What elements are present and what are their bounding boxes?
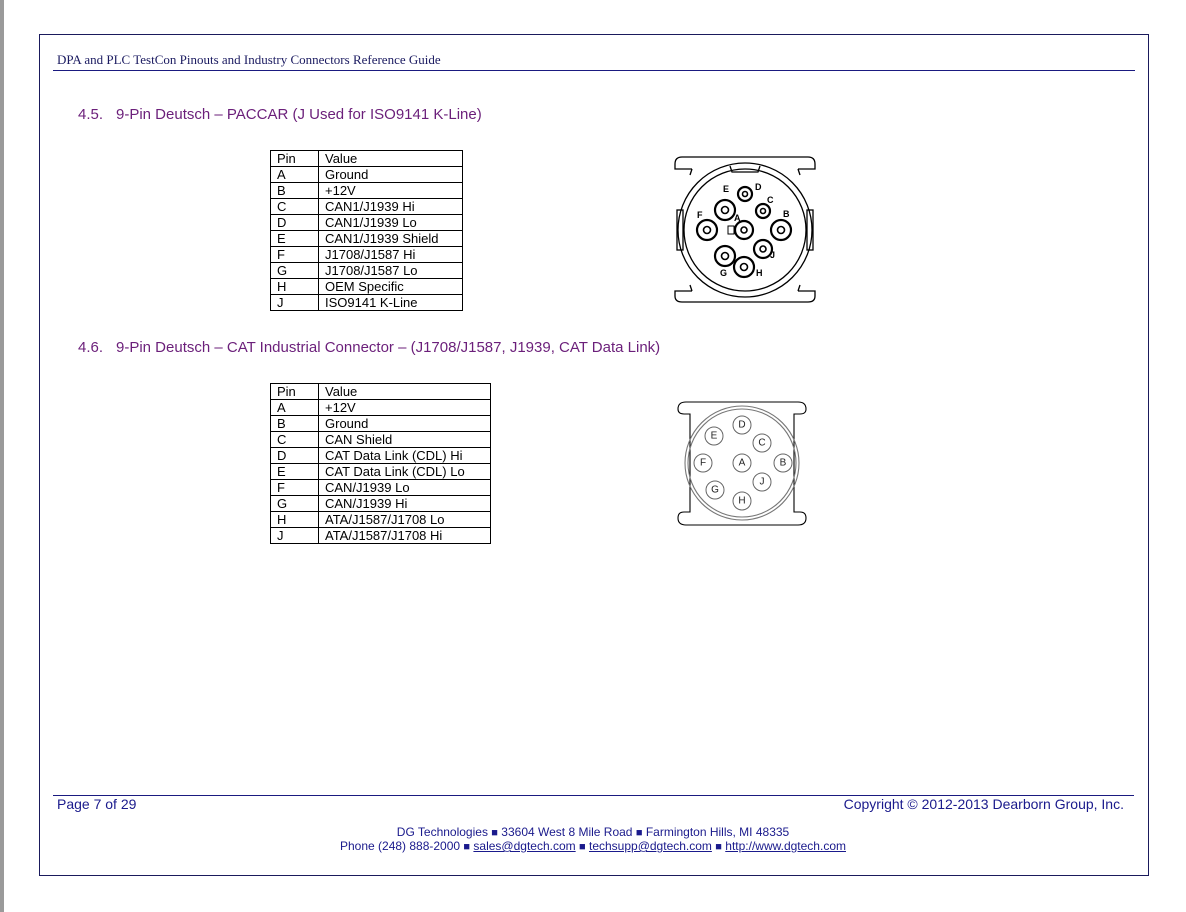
- table-row: [271, 183, 463, 199]
- pin-a-contact: [741, 227, 747, 233]
- pin-a-socket: [735, 221, 753, 239]
- column-header-pin: Pin: [271, 151, 319, 167]
- value-cell: Ground: [319, 416, 491, 432]
- table-row: [271, 464, 491, 480]
- value-cell: CAN1/J1939 Shield: [319, 231, 463, 247]
- table-row: [271, 215, 463, 231]
- pin-f-contact: [704, 227, 711, 234]
- table-row: [271, 279, 463, 295]
- cat-connector-diagram: [676, 400, 808, 528]
- pin-label-j: J: [759, 476, 765, 488]
- pin-label-g: G: [720, 268, 728, 278]
- page-border: [39, 34, 1149, 876]
- copyright-notice: Copyright © 2012-2013 Dearborn Group, Inc.: [843, 796, 1124, 812]
- pin-label-e: E: [710, 430, 718, 442]
- phone-number: Phone (248) 888-2000: [339, 839, 461, 853]
- pinout-table-paccar: [270, 150, 463, 311]
- table-row: [271, 263, 463, 279]
- pin-cell: E: [271, 464, 319, 480]
- value-cell: ATA/J1587/J1708 Hi: [319, 528, 491, 544]
- pin-label-d: D: [755, 182, 762, 192]
- table-row: [271, 295, 463, 311]
- pin-cell: H: [271, 279, 319, 295]
- column-header-value: Value: [319, 151, 463, 167]
- value-cell: CAN1/J1939 Hi: [319, 199, 463, 215]
- pin-label-c: C: [767, 195, 774, 205]
- pin-c-socket: [756, 204, 770, 218]
- value-cell: CAN/J1939 Hi: [319, 496, 491, 512]
- pin-label-f: F: [697, 210, 703, 220]
- value-cell: OEM Specific: [319, 279, 463, 295]
- section-title: 9-Pin Deutsch – PACCAR (J Used for ISO9141 K-Line): [116, 106, 482, 123]
- pin-cell: A: [271, 400, 319, 416]
- pin-h-socket: [734, 257, 754, 277]
- pin-label-c: C: [758, 437, 766, 449]
- table-row: [271, 480, 491, 496]
- pin-f-socket: [697, 220, 717, 240]
- value-cell: ISO9141 K-Line: [319, 295, 463, 311]
- pin-e-socket: [715, 200, 735, 220]
- pin-label-b: B: [783, 209, 790, 219]
- table-row: [271, 432, 491, 448]
- pin-label-h: H: [756, 268, 763, 278]
- website-link[interactable]: http://www.dgtech.com: [725, 839, 846, 853]
- company-name: DG Technologies: [396, 825, 488, 839]
- pin-cell: B: [271, 416, 319, 432]
- pin-cell: G: [271, 263, 319, 279]
- pin-g-socket: [715, 246, 735, 266]
- table-header-row: [271, 384, 491, 400]
- pin-label-f: F: [699, 457, 707, 469]
- pin-cell: E: [271, 231, 319, 247]
- pin-label-d: D: [738, 419, 746, 431]
- pin-h-contact: [741, 264, 748, 271]
- pin-cell: F: [271, 247, 319, 263]
- viewer-edge: [0, 0, 4, 912]
- value-cell: J1708/J1587 Hi: [319, 247, 463, 263]
- table-row: [271, 231, 463, 247]
- pin-cell: H: [271, 512, 319, 528]
- pin-b-contact: [778, 227, 785, 234]
- section-heading-4-6: [78, 339, 660, 356]
- table-row: [271, 512, 491, 528]
- section-number: 4.6.: [78, 339, 104, 356]
- table-row: [271, 400, 491, 416]
- value-cell: J1708/J1587 Lo: [319, 263, 463, 279]
- pin-label-e: E: [723, 184, 730, 194]
- table-row: [271, 448, 491, 464]
- value-cell: CAT Data Link (CDL) Hi: [319, 448, 491, 464]
- section-title: 9-Pin Deutsch – CAT Industrial Connector – (J1708/J1587, J1939, CAT Data Link): [116, 339, 661, 356]
- table-row: [271, 247, 463, 263]
- footer-address-line: [0, 825, 1186, 839]
- pin-label-b: B: [779, 457, 787, 469]
- footer-contact-line: [0, 839, 1186, 853]
- sales-email-link[interactable]: sales@dgtech.com: [473, 839, 576, 853]
- separator-square: ■: [635, 827, 643, 839]
- pin-g-contact: [722, 253, 729, 260]
- pin-j-contact: [760, 246, 766, 252]
- column-header-value: Value: [319, 384, 491, 400]
- pin-e-contact: [722, 207, 729, 214]
- section-heading-4-5: [78, 106, 482, 123]
- pin-b-socket: [771, 220, 791, 240]
- value-cell: +12V: [319, 400, 491, 416]
- table-row: [271, 528, 491, 544]
- separator-square: ■: [715, 841, 722, 853]
- pin-cell: J: [271, 295, 319, 311]
- street-address: 33604 West 8 Mile Road: [501, 825, 633, 839]
- support-email-link[interactable]: techsupp@dgtech.com: [589, 839, 712, 853]
- pin-cell: C: [271, 199, 319, 215]
- column-header-pin: Pin: [271, 384, 319, 400]
- pin-label-h: H: [738, 495, 746, 507]
- table-row: [271, 199, 463, 215]
- table-row: [271, 416, 491, 432]
- pin-cell: C: [271, 432, 319, 448]
- pin-cell: A: [271, 167, 319, 183]
- separator-square: ■: [491, 827, 498, 839]
- pin-c-contact: [761, 209, 766, 214]
- value-cell: CAN1/J1939 Lo: [319, 215, 463, 231]
- pin-label-j: J: [770, 250, 776, 260]
- separator-square: ■: [463, 841, 471, 853]
- value-cell: ATA/J1587/J1708 Lo: [319, 512, 491, 528]
- pin-label-a: A: [734, 213, 741, 223]
- table-header-row: [271, 151, 463, 167]
- separator-square: ■: [579, 841, 586, 853]
- table-row: [271, 167, 463, 183]
- value-cell: CAT Data Link (CDL) Lo: [319, 464, 491, 480]
- pin-cell: D: [271, 448, 319, 464]
- document-header-title: DPA and PLC TestCon Pinouts and Industry Connectors Reference Guide: [57, 52, 441, 67]
- pin-cell: G: [271, 496, 319, 512]
- pin-cell: F: [271, 480, 319, 496]
- city-state-zip: Farmington Hills, MI 48335: [645, 825, 790, 839]
- pin-d-contact: [743, 192, 748, 197]
- table-row: [271, 496, 491, 512]
- paccar-connector-diagram: [670, 155, 820, 305]
- center-key: [728, 226, 734, 234]
- pin-cell: D: [271, 215, 319, 231]
- section-number: 4.5.: [78, 106, 104, 123]
- header-divider: [53, 70, 1135, 71]
- pin-label-a: A: [738, 457, 746, 469]
- pinout-table-cat: [270, 383, 491, 544]
- page-number: Page 7 of 29: [57, 796, 137, 812]
- pin-cell: J: [271, 528, 319, 544]
- pin-label-g: G: [711, 484, 719, 496]
- pin-cell: B: [271, 183, 319, 199]
- pin-d-socket: [738, 187, 752, 201]
- value-cell: Ground: [319, 167, 463, 183]
- value-cell: CAN Shield: [319, 432, 491, 448]
- value-cell: CAN/J1939 Lo: [319, 480, 491, 496]
- value-cell: +12V: [319, 183, 463, 199]
